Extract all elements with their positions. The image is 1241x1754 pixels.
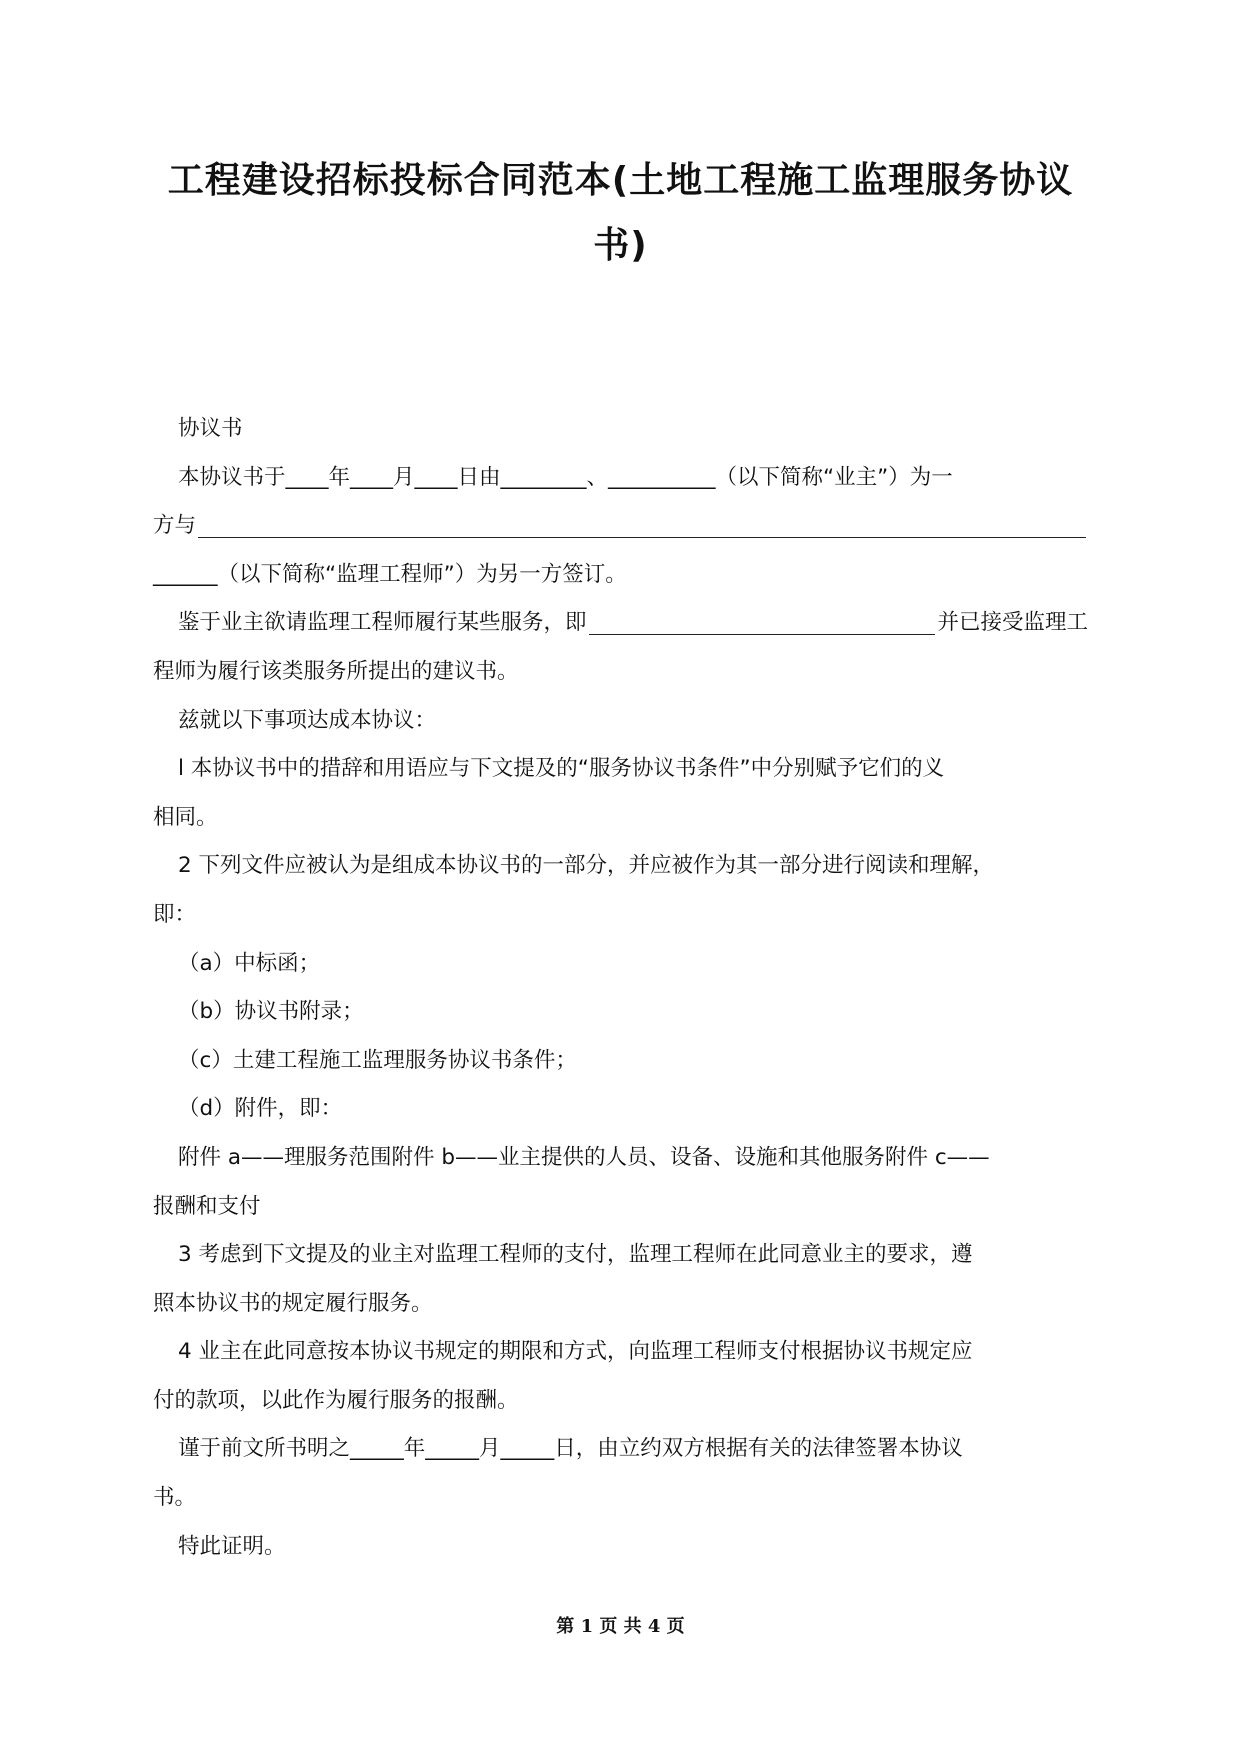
paragraph-whereas-line: [153, 599, 1088, 648]
paragraph-intro-text: 方与: [153, 513, 197, 539]
clause-3-line: 3 考虑到下文提及的业主对监理工程师的支付，监理工程师在此同意业主的要求，遵: [178, 1242, 973, 1268]
title-line-2: 书): [593, 225, 648, 266]
paragraph-intro-line: 本协议书于____年____月____日由________、__________（以下简称“业主”）为一: [178, 464, 953, 490]
paragraph-whereas-text: 鉴于业主欲请监理工程师履行某些服务，即: [178, 610, 587, 636]
document-list-item: （d）附件，即：: [178, 1096, 343, 1122]
agreement-body: [153, 405, 1088, 1571]
annex-line: 报酬和支付: [153, 1193, 261, 1219]
page-number: 第 1 页 共 4 页: [556, 1616, 685, 1637]
title-line-1: 工程建设招标投标合同范本(土地工程施工监理服务协议: [167, 160, 1074, 201]
closing-line: 特此证明。: [178, 1533, 286, 1559]
signing-line: 谨于前文所书明之_____年_____月_____日，由立约双方根据有关的法律签署本协议: [178, 1436, 963, 1462]
clause-1-line: 相同。: [153, 804, 218, 830]
document-list-item: （c）土建工程施工监理服务协议书条件；: [178, 1047, 577, 1073]
signing-line: 书。: [153, 1485, 197, 1511]
paragraph-intro-line: ______（以下简称“监理工程师”）为另一方签订。: [153, 561, 627, 587]
annex-line: 附件 a——理服务范围附件 b——业主提供的人员、设备、设施和其他服务附件 c——: [178, 1144, 990, 1170]
clause-2-line: 即：: [153, 901, 197, 927]
heading-agreement: 协议书: [178, 416, 243, 441]
blank-underline: [198, 537, 1086, 538]
clause-2-line: 2 下列文件应被认为是组成本协议书的一部分，并应被作为其一部分进行阅读和理解，: [178, 853, 995, 879]
clause-1-line: l 本协议书中的措辞和用语应与下文提及的“服务协议书条件”中分别赋予它们的义: [178, 756, 945, 782]
clause-4-line: 付的款项，以此作为履行服务的报酬。: [153, 1387, 519, 1413]
blank-underline: [589, 634, 936, 635]
paragraph-whereas-line: 程师为履行该类服务所提出的建议书。: [153, 658, 519, 684]
paragraph-line: 兹就以下事项达成本协议：: [178, 707, 437, 733]
paragraph-whereas-text: 并已接受监理工: [937, 610, 1088, 636]
paragraph-intro-line: [153, 502, 1088, 551]
clause-4-line: 4 业主在此同意按本协议书规定的期限和方式，向监理工程师支付根据协议书规定应: [178, 1339, 973, 1365]
document-title: [150, 148, 1091, 278]
clause-3-line: 照本协议书的规定履行服务。: [153, 1290, 433, 1316]
document-list-item: （a）中标函；: [178, 950, 321, 976]
document-list-item: （b）协议书附录；: [178, 999, 364, 1025]
